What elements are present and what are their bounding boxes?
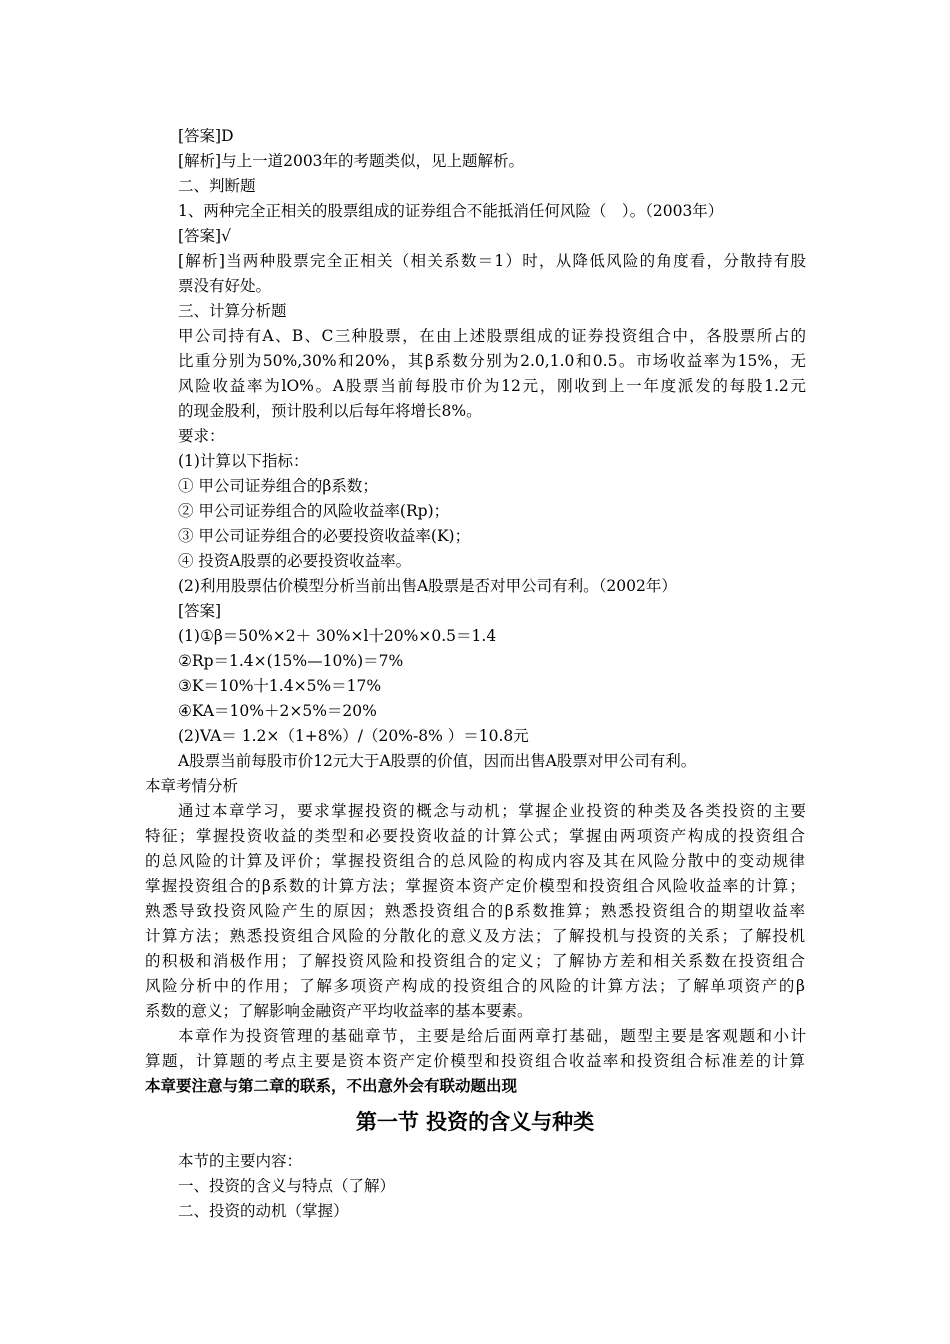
question-text: 风险收益率为lO%。A股票当前每股市价为12元，刚收到上一年度派发的每股1.2元 [178,377,806,395]
answer-formula: (2)VA＝ 1.2×（1+8%）/（20%-8% ）＝10.8元 [178,727,529,745]
paragraph-line: 风险分析中的作用；了解多项资产构成的投资组合的风险的计算方法；了解单项资产的β [145,977,805,995]
paragraph-line: 的积极和消极作用；了解投资风险和投资组合的定义；了解协方差和相关系数在投资组合 [145,952,805,970]
requirement-item: ② 甲公司证券组合的风险收益率(Rp)； [178,502,450,520]
analysis-text: [解析]当两种股票完全正相关（相关系数＝1）时，从降低风险的角度看，分散持有股 [178,252,806,270]
paragraph-line: 通过本章学习，要求掌握投资的概念与动机；掌握企业投资的种类及各类投资的主要 [178,802,806,820]
section-item: 二、投资的动机（掌握） [178,1202,349,1220]
section-intro: 本节的主要内容： [178,1152,303,1170]
paragraph-line: 系数的意义；了解影响金融资产平均收益率的基本要素。 [145,1002,533,1020]
answer-label: [答案]√ [178,227,231,245]
answer-label: [答案] [178,602,222,620]
chapter-analysis-title: 本章考情分析 [145,777,239,795]
section-heading: 第一节 投资的含义与种类 [355,1109,595,1134]
paragraph-line: 熟悉导致投资风险产生的原因；熟悉投资组合的β系数推算；熟悉投资组合的期望收益率 [145,902,805,920]
requirement-item: ③ 甲公司证券组合的必要投资收益率(K)； [178,527,471,545]
requirement-item: (1)计算以下指标： [178,452,309,470]
paragraph-line: 本章作为投资管理的基础章节，主要是给后面两章打基础，题型主要是客观题和小计 [178,1027,806,1045]
paragraph-line: 计算方法；熟悉投资组合风险的分散化的意义及方法；了解投机与投资的关系；了解投机 [145,927,805,945]
answer-formula: (1)①β＝50%×2＋ 30%×l十20%×0.5＝1.4 [178,627,497,645]
section-calc-title: 三、计算分析题 [178,302,287,320]
paragraph-line: 的总风险的计算及评价；掌握投资组合的总风险的构成内容及其在风险分散中的变动规律 [145,852,805,870]
answer-formula: ④KA＝10%＋2×5%＝20% [178,702,377,720]
answer-formula: ③K＝10%十1.4×5%＝17% [178,677,382,695]
answer-conclusion: A股票当前每股市价12元大于A股票的价值，因而出售A股票对甲公司有利。 [178,752,697,770]
analysis-text: 票没有好处。 [178,277,272,295]
requirement-item: ① 甲公司证券组合的β系数； [178,477,378,495]
requirements-label: 要求： [178,427,225,445]
answer-formula: ②Rp＝1.4×(15%—10%)＝7% [178,652,404,670]
requirement-item: ④ 投资A股票的必要投资收益率。 [178,552,412,570]
question-text: 甲公司持有A、B、C三种股票，在由上述股票组成的证券投资组合中，各股票所占的 [178,327,806,345]
analysis-text: [解析]与上一道2003年的考题类似，见上题解析。 [178,152,525,170]
answer-label: [答案]D [178,127,234,145]
paragraph-line: 掌握投资组合的β系数的计算方法；掌握资本资产定价模型和投资组合风险收益率的计算； [145,877,805,895]
section-judgment-title: 二、判断题 [178,177,256,195]
judgment-question: 1、两种完全正相关的股票组成的证券组合不能抵消任何风险（ ）。（2003年） [178,202,724,220]
section-item: 一、投资的含义与特点（了解） [178,1177,396,1195]
question-text: 的现金股利，预计股利以后每年将增长8%。 [178,402,482,420]
paragraph-line: 特征；掌握投资收益的类型和必要投资收益的计算公式；掌握由两项资产构成的投资组合 [145,827,805,845]
bold-note: 本章要注意与第二章的联系，不出意外会有联动题出现 [145,1076,518,1095]
paragraph-line: 算题，计算题的考点主要是资本资产定价模型和投资组合收益率和投资组合标准差的计算 [145,1052,805,1070]
question-text: 比重分别为50%,30%和20%，其β系数分别为2.0,1.0和0.5。市场收益率为15%，无 [178,352,806,370]
requirement-item: (2)利用股票估价模型分析当前出售A股票是否对甲公司有利。（2002年） [178,577,677,595]
